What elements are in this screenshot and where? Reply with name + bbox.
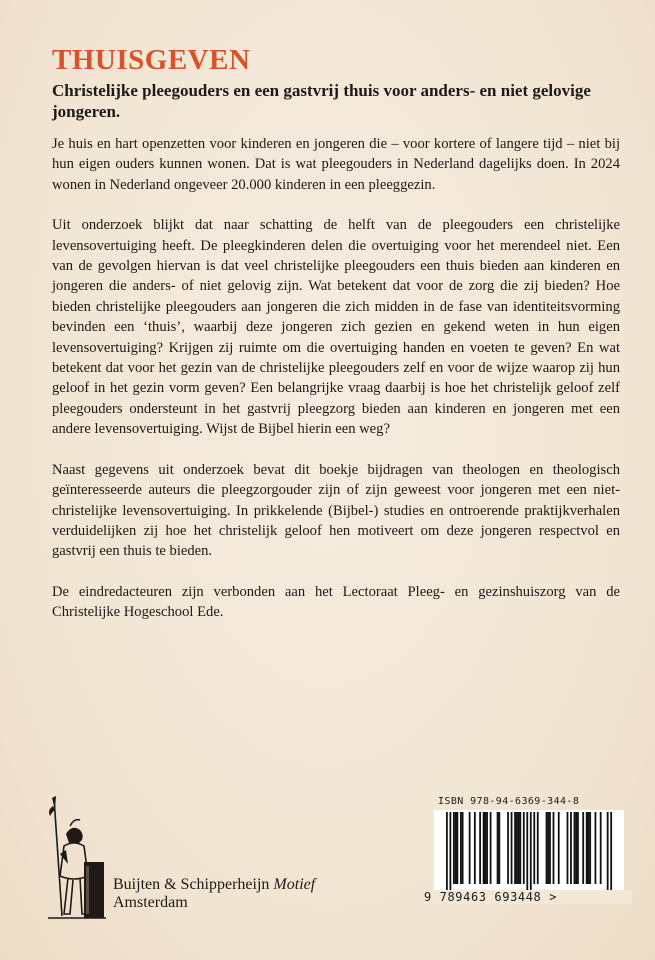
barcode-bar [518,812,520,884]
barcode-bar [462,812,464,884]
barcode-bar [553,812,555,884]
book-title: THUISGEVEN [52,44,251,76]
barcode-bar [546,812,548,884]
barcode-bar [460,812,462,884]
barcode-bar [558,812,560,884]
barcode-bar [469,812,471,884]
barcode-bar [507,812,509,884]
barcode-bar [526,812,528,890]
publisher-imprint: Motief [273,876,316,893]
barcode-bar [600,812,602,884]
barcode-bar [549,812,551,884]
isbn-label: ISBN 978-94-6369-344-8 [438,796,580,807]
barcode-digits: 9 789463 693448 > [424,890,632,904]
barcode-bar [455,812,457,884]
publisher-name-text: Buijten & Schipperheijn [113,876,270,893]
barcode-bar [588,812,590,884]
barcode-bar [497,812,499,884]
publisher-name [113,876,315,894]
barcode-bar [479,812,481,884]
barcode-bar [577,812,579,884]
barcode-bar [575,812,577,884]
barcode-bar [537,812,539,884]
barcode-bar [589,812,591,884]
barcode-bar [498,812,500,884]
barcode-bar [595,812,597,884]
blurb-paragraph-4: De eindredacteuren zijn verbonden aan het Lectoraat Pleeg- en gezinshuiszorg van de Christelijke Hogeschool Ede. [52,583,620,621]
barcode-bar [446,812,448,890]
barcode-bar [523,812,525,884]
barcode-bar [453,812,455,884]
barcode-bar [449,812,451,890]
blurb-paragraph-3: Naast gegevens uit onderzoek bevat dit boekje bijdragen van theologen en theologisch geïnteresseerde auteurs die pleegzorgouder zijn of zijn geweest voor jongeren met een niet-christelijke levensovertuiging. In prikkelende (Bijbel-) studies en ontroerende praktijkverhalen verduidelijken zij hoe het christelijk geloof hen motiveert om deze jongeren respectvol en gastvrij een thuis te bieden. [52,461,620,560]
barcode-bar [582,812,584,884]
barcode-bar [570,812,572,884]
publisher-city: Amsterdam [113,894,188,911]
barcode-bar [456,812,458,884]
barcode-bar [533,812,535,884]
barcode-bar [511,812,513,884]
blurb [52,134,620,643]
barcode-bars [434,810,624,890]
book-subtitle: Christelijke pleegouders en een gastvrij thuis voor anders- en niet gelovige jongeren. [52,81,591,121]
blurb-paragraph-2: Uit onderzoek blijkt dat naar schatting de helft van de pleegouders een christelijke levensovertuiging heeft. De pleegkinderen delen die overtuiging voor het merendeel niet. Een van de gevolgen hiervan is dat veel christelijke pleegouders een thuis bieden aan kinderen en jongeren die anders- of niet gelovig zijn. Wat betekent dat voor de zorg die zij bieden? Hoe bieden christelijke pleegouders aan jongeren die zich midden in de fase van identiteitsvorming bevinden een ‘thuis’, waarbij deze jongeren zich gezien en gekend weten in hun eigen levensovertuiging? Krijgen zij ruimte om die overtuiging handen en voeten te geven? En wat betekent dat voor het gezin van de christelijke pleegouders zelf en voor de wijze waarop zij hun geloof in het gezin vorm geven? Een belangrijke vraag daarbij is hoe het christelijk geloof zelf pleegouders ondersteunt in het gastvrij pleegzorg bieden aan kinderen en jongeren met een andere levensovertuiging. Wijst de Bijbel hierin een weg? [52,217,620,438]
barcode-bar [490,812,492,884]
knight-logo-icon [40,796,110,926]
barcode-bar [547,812,549,884]
blurb-paragraph-1: Je huis en hart openzetten voor kinderen en jongeren die – voor kortere of langere tijd – niet bij hun eigen ouders kunnen wonen. Dat is wat pleegouders in Nederland dagelijks doen. In 2024 wonen in Nederland ongeveer 20.000 kinderen in een pleeggezin. [52,136,620,193]
barcode-bar [484,812,486,884]
barcode-bar [483,812,485,884]
barcode-bar [607,812,609,890]
barcode-bar [519,812,521,884]
barcode-bar [516,812,518,884]
isbn-barcode [424,796,632,914]
barcode-bar [474,812,476,884]
barcode-bar [530,812,532,890]
barcode-bar [486,812,488,884]
publisher-block [40,796,340,926]
barcode-bar [514,812,516,884]
barcode-bar [567,812,569,884]
barcode-bar [586,812,588,884]
barcode-bar [574,812,576,884]
barcode-bar [610,812,612,890]
